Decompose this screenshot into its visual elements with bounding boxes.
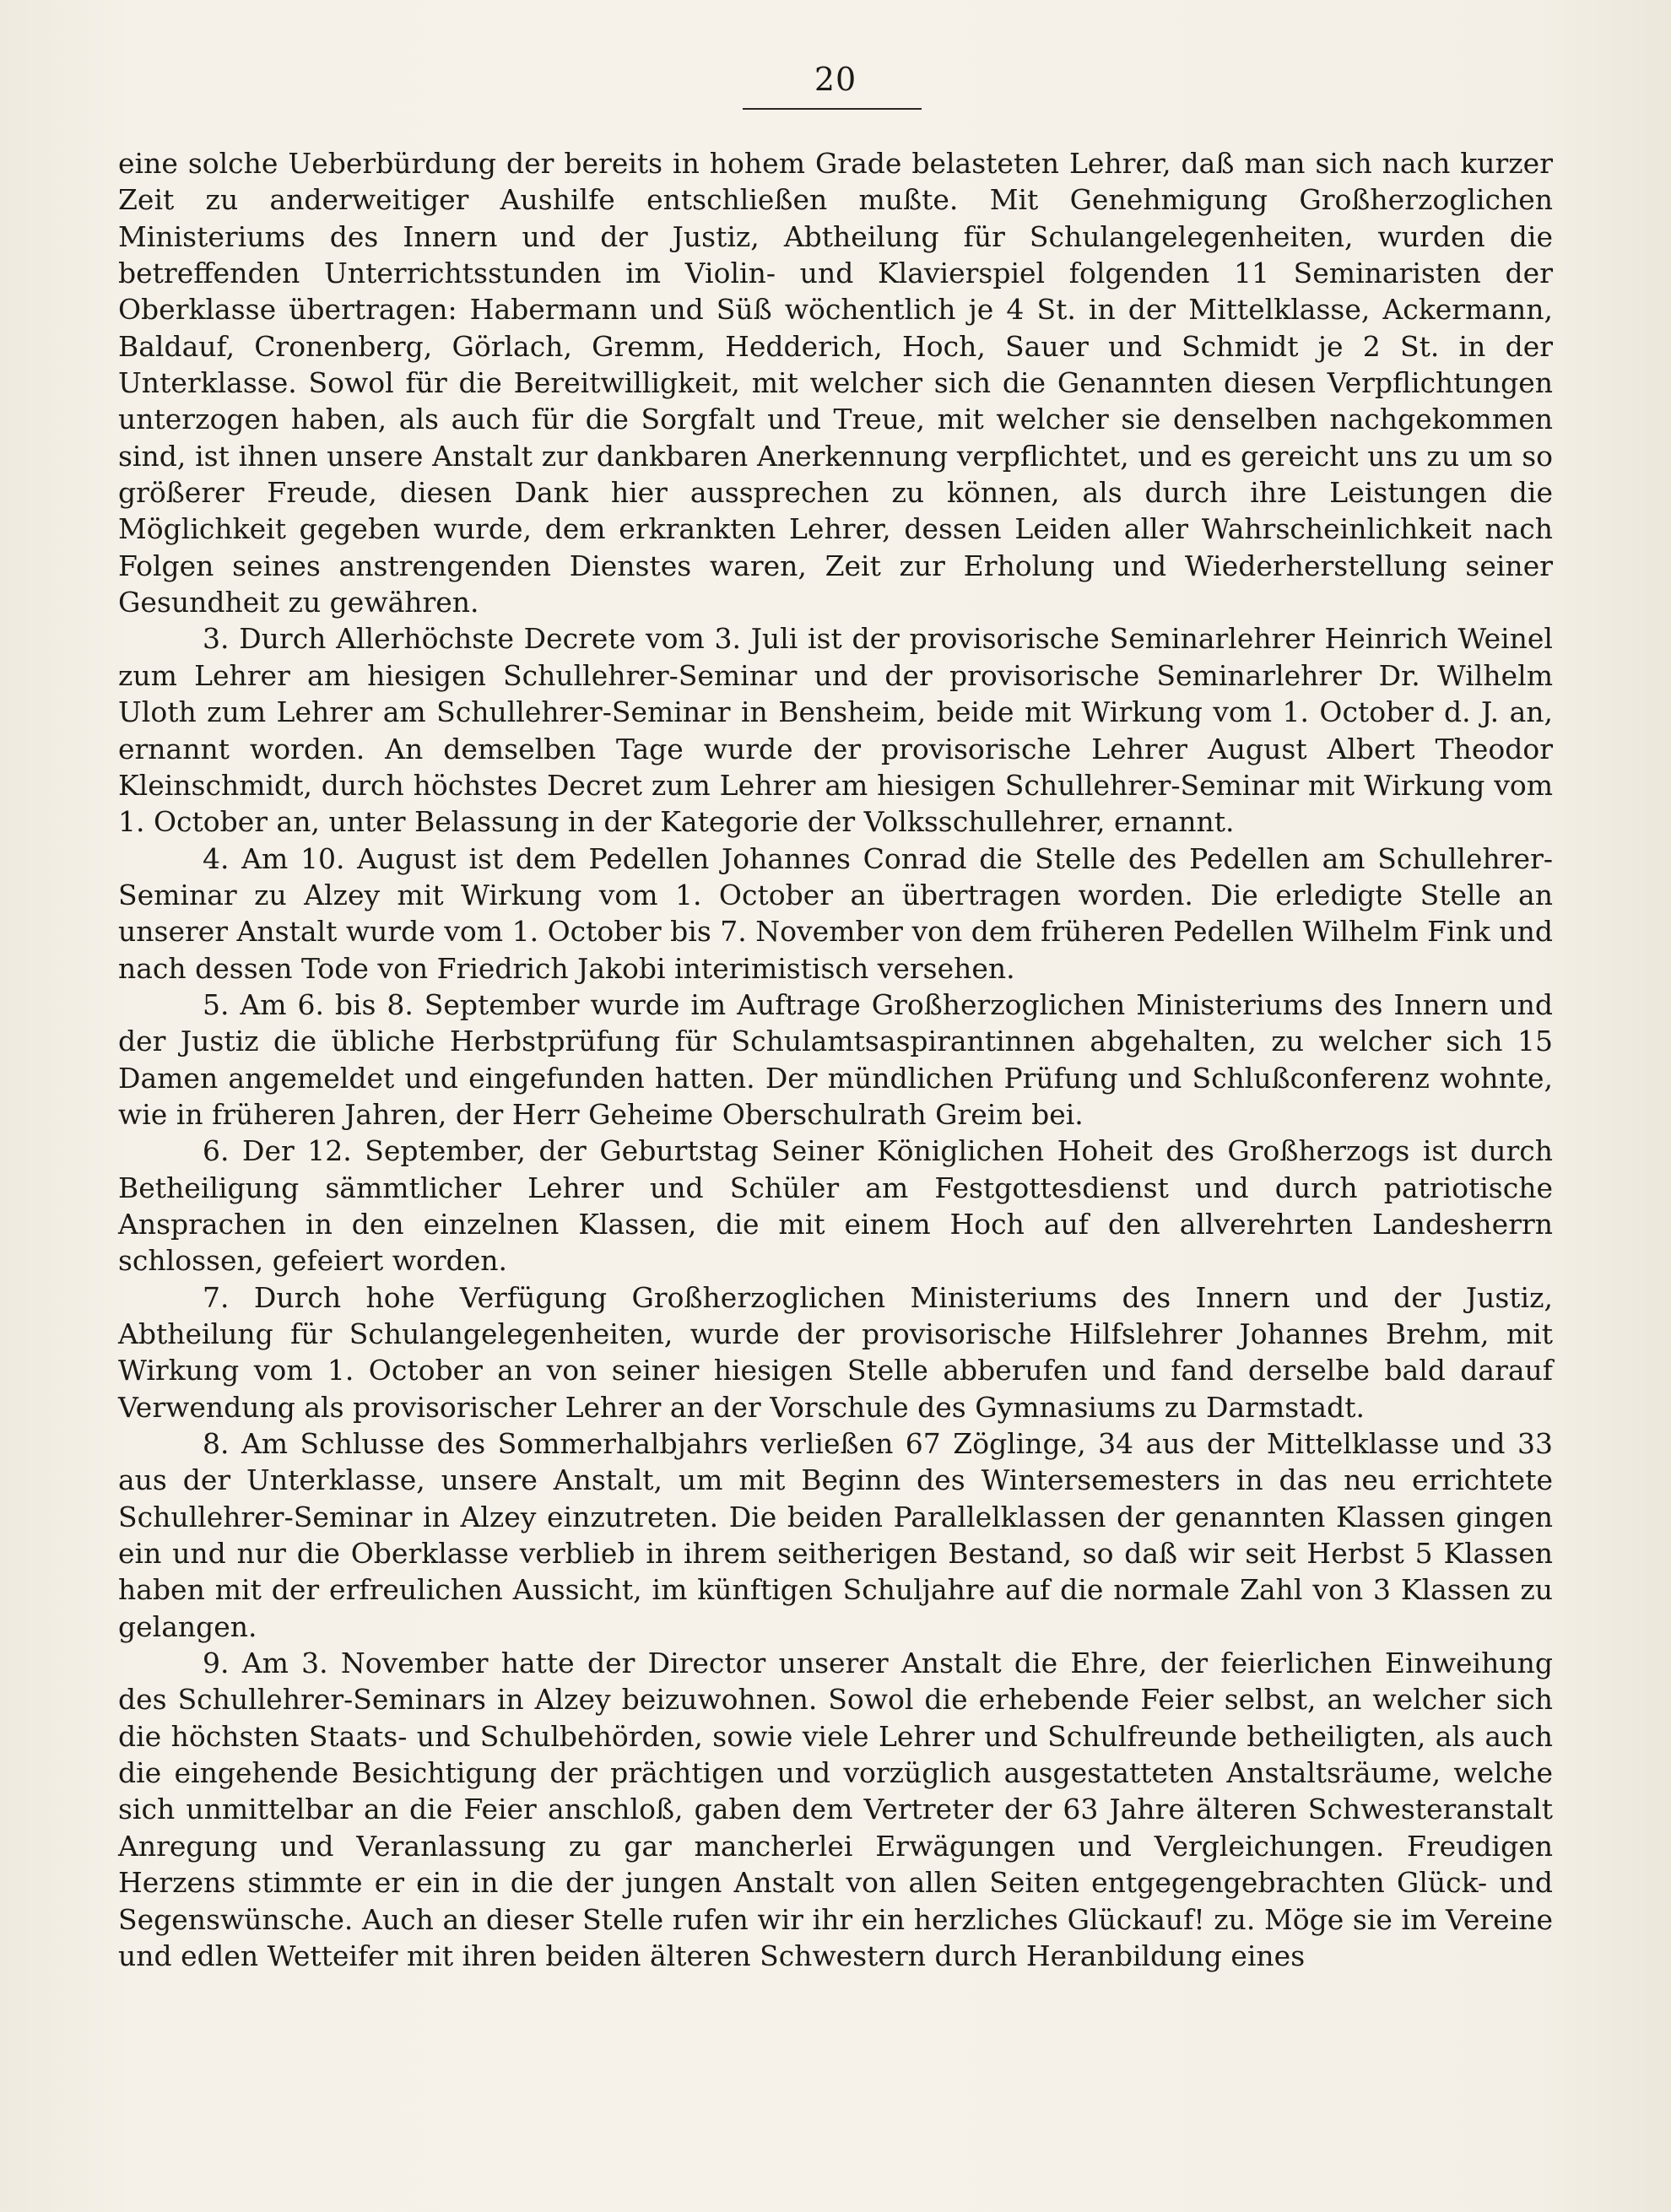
header-rule [743, 108, 922, 110]
paragraph-item-4: 4. Am 10. August ist dem Pedellen Johannes Conrad die Stelle des Pedellen am Schullehrer-Seminar zu Alzey mit Wirkung vom 1. October an übertragen worden. Die erledigte Stelle an unserer Anstalt wurde vom 1. October bis 7. November von dem früheren Pedellen Wilhelm Fink und nach dessen Tode von Friedrich Jakobi interimistisch versehen. [118, 841, 1553, 985]
page-number: 20 [814, 61, 857, 98]
paragraph-item-9: 9. Am 3. November hatte der Director unserer Anstalt die Ehre, der feierlichen Einweihung des Schullehrer-Seminars in Alzey beizuwohnen. Sowol die erhebende Feier selbst, an welcher sich die höchsten Staats- und Schulbehörden, sowie viele Lehrer und Schulfreunde betheiligten, als auch die eingehende Besichtigung der prächtigen und vorzüglich ausgestatteten Anstaltsräume, welche sich unmittelbar an die Feier anschloß, gaben dem Vertreter der 63 Jahre älteren Schwesteranstalt Anregung und Veranlassung zu gar mancherlei Erwägungen und Vergleichungen. Freudigen Herzens stimmte er ein in die der jungen Anstalt von allen Seiten entgegengebrachten Glück- und Segenswünsche. Auch an dieser Stelle rufen wir ihr ein herzliches Glückauf! zu. Möge sie im Vereine und edlen Wetteifer mit ihren beiden älteren Schwestern durch Heranbildung eines [118, 1647, 1553, 1972]
paragraph-item-7: 7. Durch hohe Verfügung Großherzoglichen Ministeriums des Innern und der Justiz, Abtheilung für Schulangelegenheiten, wurde der provisorische Hilfslehrer Johannes Brehm, mit Wirkung vom 1. October an von seiner hiesigen Stelle abberufen und fand derselbe bald darauf Verwendung als provisorischer Lehrer an der Vorschule des Gymnasiums zu Darmstadt. [118, 1280, 1553, 1424]
paragraph-item-5: 5. Am 6. bis 8. September wurde im Auftrage Großherzoglichen Ministeriums des Innern und der Justiz die übliche Herbstprüfung für Schulamtsaspirantinnen abgehalten, zu welcher sich 15 Damen angemeldet und eingefunden hatten. Der mündlichen Prüfung und Schlußconferenz wohnte, wie in früheren Jahren, der Herr Geheime Oberschulrath Greim bei. [118, 987, 1553, 1131]
body-text [118, 145, 1553, 1974]
paragraph-item-6: 6. Der 12. September, der Geburtstag Seiner Königlichen Hoheit des Großherzogs ist durch Betheiligung sämmtlicher Lehrer und Schüler am Festgottesdienst und durch patriotische Ansprachen in den einzelnen Klassen, die mit einem Hoch auf den allverehrten Landesherrn schlossen, gefeiert worden. [118, 1134, 1553, 1278]
paragraph-continuation: eine solche Ueberbürdung der bereits in hohem Grade belasteten Lehrer, daß man sich nach kurzer Zeit zu anderweitiger Aushilfe entschließen mußte. Mit Genehmigung Großherzoglichen Ministeriums des Innern und der Justiz, Abtheilung für Schulangelegenheiten, wurden die betreffenden Unterrichtsstunden im Violin- und Klavierspiel folgenden 11 Seminaristen der Oberklasse übertragen: Habermann und Süß wöchentlich je 4 St. in der Mittelklasse, Ackermann, Baldauf, Cronenberg, Görlach, Gremm, Hedderich, Hoch, Sauer und Schmidt je 2 St. in der Unterklasse. Sowol für die Bereitwilligkeit, mit welcher sich die Genannten diesen Verpflichtungen unterzogen haben, als auch für die Sorgfalt und Treue, mit welcher sie denselben nachgekommen sind, ist ihnen unsere Anstalt zur dankbaren Anerkennung verpflichtet, und es gereicht uns zu um so größerer Freude, diesen Dank hier aussprechen zu können, als durch ihre Leistungen die Möglichkeit gegeben wurde, dem erkrankten Lehrer, dessen Leiden aller Wahrscheinlichkeit nach Folgen seines anstrengenden Dienstes waren, Zeit zur Erholung und Wiederherstellung seiner Gesundheit zu gewähren. [118, 147, 1553, 619]
paragraph-item-3: 3. Durch Allerhöchste Decrete vom 3. Juli ist der provisorische Seminarlehrer Heinrich Weinel zum Lehrer am hiesigen Schullehrer-Seminar und der provisorische Seminarlehrer Dr. Wilhelm Uloth zum Lehrer am Schullehrer-Seminar in Bensheim, beide mit Wirkung vom 1. October d. J. an, ernannt worden. An demselben Tage wurde der provisorische Lehrer August Albert Theodor Kleinschmidt, durch höchstes Decret zum Lehrer am hiesigen Schullehrer-Seminar mit Wirkung vom 1. October an, unter Belassung in der Kategorie der Volksschullehrer, ernannt. [118, 622, 1553, 839]
paragraph-item-8: 8. Am Schlusse des Sommerhalbjahrs verließen 67 Zöglinge, 34 aus der Mittelklasse und 33 aus der Unterklasse, unsere Anstalt, um mit Beginn des Wintersemesters in das neu errichtete Schullehrer-Seminar in Alzey einzutreten. Die beiden Parallelklassen der genannten Klassen gingen ein und nur die Oberklasse verblieb in ihrem seitherigen Bestand, so daß wir seit Herbst 5 Klassen haben mit der erfreulichen Aussicht, im künftigen Schuljahre auf die normale Zahl von 3 Klassen zu gelangen. [118, 1427, 1553, 1643]
